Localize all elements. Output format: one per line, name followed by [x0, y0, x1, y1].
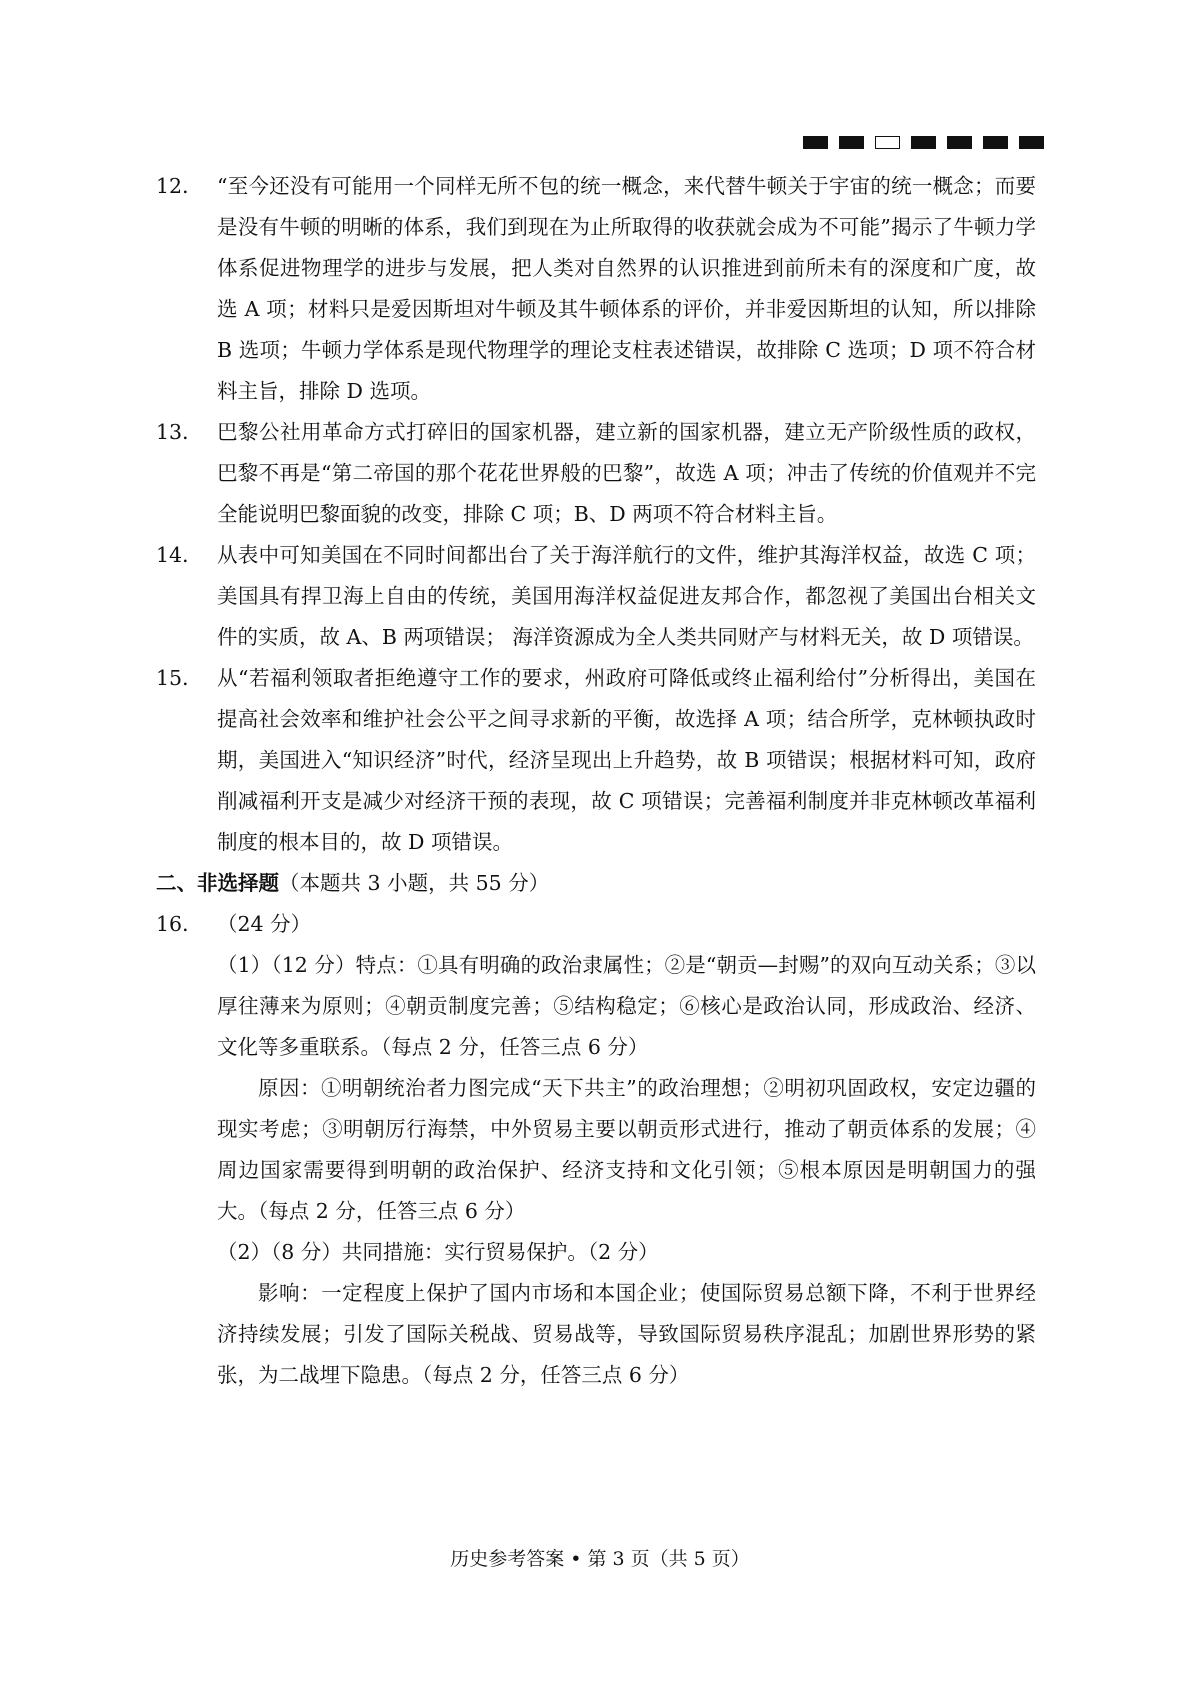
answer-item-16 — [156, 904, 1036, 945]
answer-item-14 — [156, 535, 1036, 658]
answer-item-15 — [156, 658, 1036, 863]
code-mark-filled — [839, 136, 864, 149]
item-number: 16． — [156, 912, 203, 936]
item-number: 13． — [156, 420, 203, 444]
section-heading — [156, 863, 1036, 904]
item-number: 15． — [156, 666, 203, 690]
code-mark-filled — [947, 136, 972, 149]
q16-part1-features: （1）（12 分）特点：①具有明确的政治隶属性；②是“朝贡—封赐”的双向互动关系；③以厚往薄来为原则；④朝贡制度完善；⑤结构稳定；⑥核心是政治认同，形成政治、经济、文化等多重联系。（每点 2 分，任答三点 6 分） — [217, 953, 1036, 1059]
answer-item-13 — [156, 412, 1036, 535]
q16-part2-impact: 影响：一定程度上保护了国内市场和本国企业；使国际贸易总额下降，不利于世界经济持续发展；引发了国际关税战、贸易战等，导致国际贸易秩序混乱；加剧世界形势的紧张，为二战埋下隐患。（每点 2 分，任答三点 6 分） — [217, 1281, 1036, 1387]
code-mark-filled — [911, 136, 936, 149]
item-text: “至今还没有可能用一个同样无所不包的统一概念，来代替牛顿关于宇宙的统一概念；而要是没有牛顿的明晰的体系，我们到现在为止所取得的收获就会成为不可能”揭示了牛顿力学体系促进物理学的进步与发展，把人类对自然界的认识推进到前所未有的深度和广度，故选 A 项；材料只是爱因斯坦对牛顿及其牛顿体系的评价，并非爱因斯坦的认知，所以排除 B 选项；牛顿力学体系是现代物理学的理论支柱表述错误，故排除 C 选项；D 项不符合材料主旨，排除 D 选项。 — [217, 174, 1036, 403]
q16-part2-measures: （2）（8 分）共同措施：实行贸易保护。（2 分） — [217, 1240, 659, 1264]
item-score: （24 分） — [217, 912, 312, 936]
item-text: 从“若福利领取者拒绝遵守工作的要求，州政府可降低或终止福利给付”分析得出，美国在提高社会效率和维护社会公平之间寻求新的平衡，故选择 A 项；结合所学，克林顿执政时期，美国进入“知识经济”时代，经济呈现出上升趋势，故 B 项错误；根据材料可知，政府削减福利开支是减少对经济干预的表现，故 C 项错误；完善福利制度并非克林顿改革福利制度的根本目的，故 D 项错误。 — [217, 666, 1036, 854]
section-title: 二、非选择题 — [156, 871, 279, 895]
code-mark-filled — [803, 136, 828, 149]
item-text: 巴黎公社用革命方式打碎旧的国家机器，建立新的国家机器，建立无产阶级性质的政权，巴黎不再是“第二帝国的那个花花世界般的巴黎”，故选 A 项；冲击了传统的价值观并不完全能说明巴黎面貌的改变，排除 C 项；B、D 两项不符合材料主旨。 — [217, 420, 1036, 526]
q16-part1-reasons: 原因：①明朝统治者力图完成“天下共主”的政治理想；②明初巩固政权，安定边疆的现实考虑；③明朝厉行海禁，中外贸易主要以朝贡形式进行，推动了朝贡体系的发展；④周边国家需要得到明朝的政治保护、经济支持和文化引领；⑤根本原因是明朝国力的强大。（每点 2 分，任答三点 6 分） — [217, 1076, 1036, 1223]
header-code-marks — [803, 136, 1044, 149]
item-number: 14． — [156, 543, 203, 567]
page-footer: 历史参考答案 • 第 3 页（共 5 页） — [450, 1548, 750, 1570]
section-note: （本题共 3 小题，共 55 分） — [279, 871, 550, 895]
code-mark-hollow — [875, 136, 900, 149]
answer-item-12 — [156, 166, 1036, 412]
code-mark-filled — [983, 136, 1008, 149]
answer-content — [156, 166, 1036, 1396]
code-mark-filled — [1019, 136, 1044, 149]
item-text: 从表中可知美国在不同时间都出台了关于海洋航行的文件，维护其海洋权益，故选 C 项；美国具有捍卫海上自由的传统，美国用海洋权益促进友邦合作，都忽视了美国出台相关文件的实质，故 A、B 两项错误； 海洋资源成为全人类共同财产与材料无关，故 D 项错误。 — [217, 543, 1036, 649]
item-number: 12． — [156, 174, 203, 198]
